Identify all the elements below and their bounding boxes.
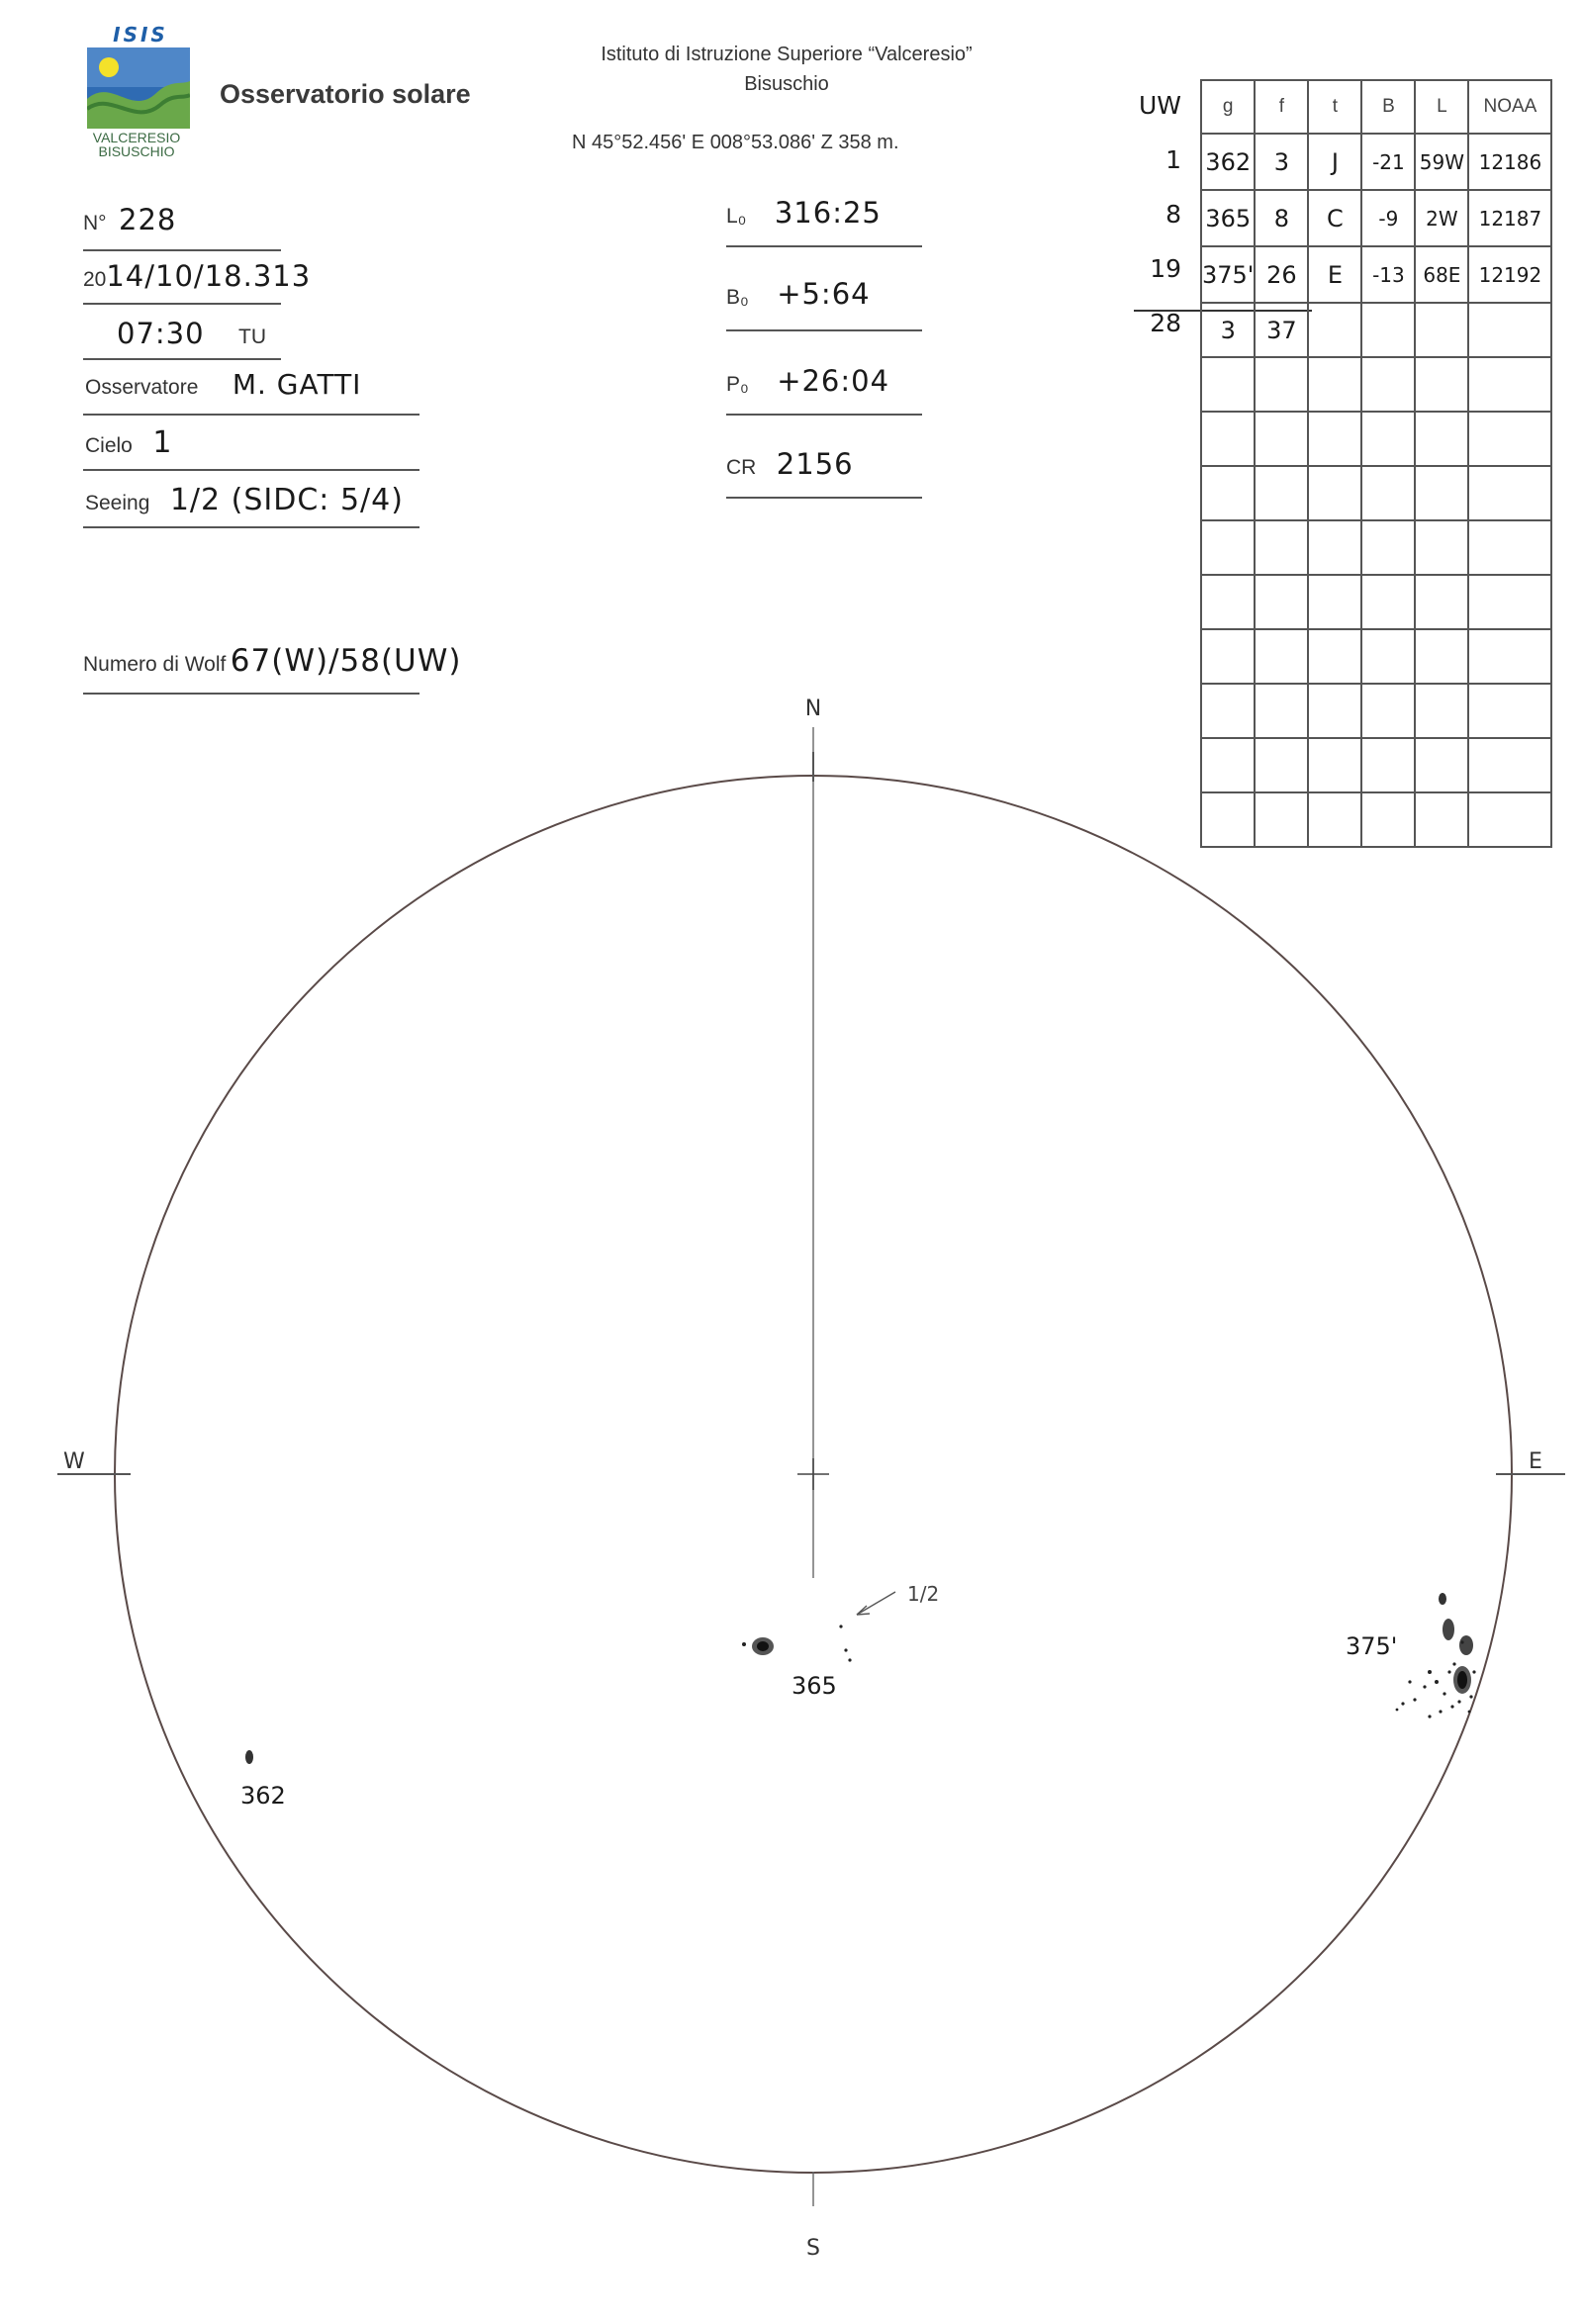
sunspot-365-pore — [742, 1642, 746, 1646]
sky-label: Cielo — [85, 434, 133, 457]
sunspot-365-umbra — [757, 1641, 769, 1651]
p0-label: P₀ — [726, 373, 749, 396]
col-header-noaa: NOAA — [1468, 80, 1551, 134]
uw-value: 19 — [1150, 254, 1181, 283]
logo-caption-line1: VALCERESIO — [92, 130, 181, 145]
sunspot-pore — [839, 1625, 842, 1627]
report-number-value: 228 — [119, 203, 177, 236]
uw-value: 8 — [1165, 200, 1181, 229]
uw-value: 1 — [1165, 145, 1181, 174]
group-label-375: 375' — [1346, 1632, 1398, 1660]
svg-text:ISIS: ISIS — [113, 24, 168, 46]
table-cell: 365 — [1201, 190, 1255, 246]
b0-label: B₀ — [726, 286, 749, 309]
table-cell: C — [1308, 190, 1361, 246]
table-cell: J — [1308, 134, 1361, 190]
table-cell: 8 — [1255, 190, 1308, 246]
south-label: S — [806, 2236, 820, 2261]
sky-value: 1 — [152, 425, 173, 460]
annotation-arrow-line — [857, 1592, 895, 1615]
table-cell: -9 — [1361, 190, 1415, 246]
p0-value: +26:04 — [777, 364, 890, 398]
report-number-label: N° — [83, 212, 107, 234]
observatory-title: Osservatorio solare — [220, 79, 471, 109]
sunspot-375-b — [1459, 1635, 1473, 1655]
observer-value: M. GATTI — [232, 368, 362, 401]
uw-value: 28 — [1150, 309, 1181, 337]
col-header-b: B — [1361, 80, 1415, 134]
institute-name: Istituto di Istruzione Superiore “Valceresio” — [601, 44, 973, 65]
table-cell: 12192 — [1468, 246, 1551, 303]
sunspot-362 — [245, 1750, 253, 1764]
east-label: E — [1529, 1449, 1542, 1474]
annotation-label: 1/2 — [907, 1582, 940, 1606]
sunspot-pore — [848, 1658, 851, 1661]
cr-value: 2156 — [776, 447, 854, 481]
table-cell: 37 — [1255, 303, 1308, 357]
table-cell: 362 — [1201, 134, 1255, 190]
table-cell: 12187 — [1468, 190, 1551, 246]
l0-label: L₀ — [726, 205, 747, 228]
time-value: 07:30 — [117, 317, 205, 350]
seeing-value: 1/2 (SIDC: 5/4) — [169, 483, 404, 517]
seeing-label: Seeing — [85, 492, 150, 514]
table-cell: 3 — [1255, 134, 1308, 190]
table-cell: 59W — [1415, 134, 1468, 190]
date-value: 14/10/18.313 — [106, 259, 312, 293]
group-label-365: 365 — [792, 1672, 837, 1700]
table-cell: 375' — [1201, 246, 1255, 303]
col-header-l: L — [1415, 80, 1468, 134]
col-header-f: f — [1255, 80, 1308, 134]
l0-value: 316:25 — [774, 196, 882, 230]
col-header-g: g — [1201, 80, 1255, 134]
table-cell: -21 — [1361, 134, 1415, 190]
table-cell: E — [1308, 246, 1361, 303]
table-cell: 3 — [1201, 303, 1255, 357]
wolf-number-label: Numero di Wolf — [83, 653, 227, 676]
group-label-362: 362 — [240, 1782, 286, 1810]
table-cell: 26 — [1255, 246, 1308, 303]
table-cell: 2W — [1415, 190, 1468, 246]
table-cell: 12186 — [1468, 134, 1551, 190]
west-label: W — [63, 1449, 85, 1474]
date-prefix: 20 — [83, 268, 107, 291]
table-cell: 68E — [1415, 246, 1468, 303]
time-unit: TU — [238, 325, 267, 348]
logo-caption-line2: BISUSCHIO — [98, 143, 175, 159]
institute-city: Bisuschio — [744, 73, 829, 95]
sunspot-375-main-umbra — [1457, 1671, 1467, 1689]
col-header-t: t — [1308, 80, 1361, 134]
b0-value: +5:64 — [777, 277, 871, 311]
observatory-coordinates: N 45°52.456' E 008°53.086' Z 358 m. — [572, 132, 899, 153]
uw-header: UW — [1138, 91, 1181, 120]
wolf-number-value: 67(W)/58(UW) — [230, 643, 462, 679]
sunspot-pore — [844, 1648, 847, 1651]
north-label: N — [804, 697, 822, 721]
cr-label: CR — [726, 456, 757, 479]
sunspot-375-a — [1443, 1619, 1454, 1640]
observer-label: Osservatore — [85, 376, 199, 399]
sunspot-375-lead — [1439, 1593, 1446, 1605]
table-cell: -13 — [1361, 246, 1415, 303]
